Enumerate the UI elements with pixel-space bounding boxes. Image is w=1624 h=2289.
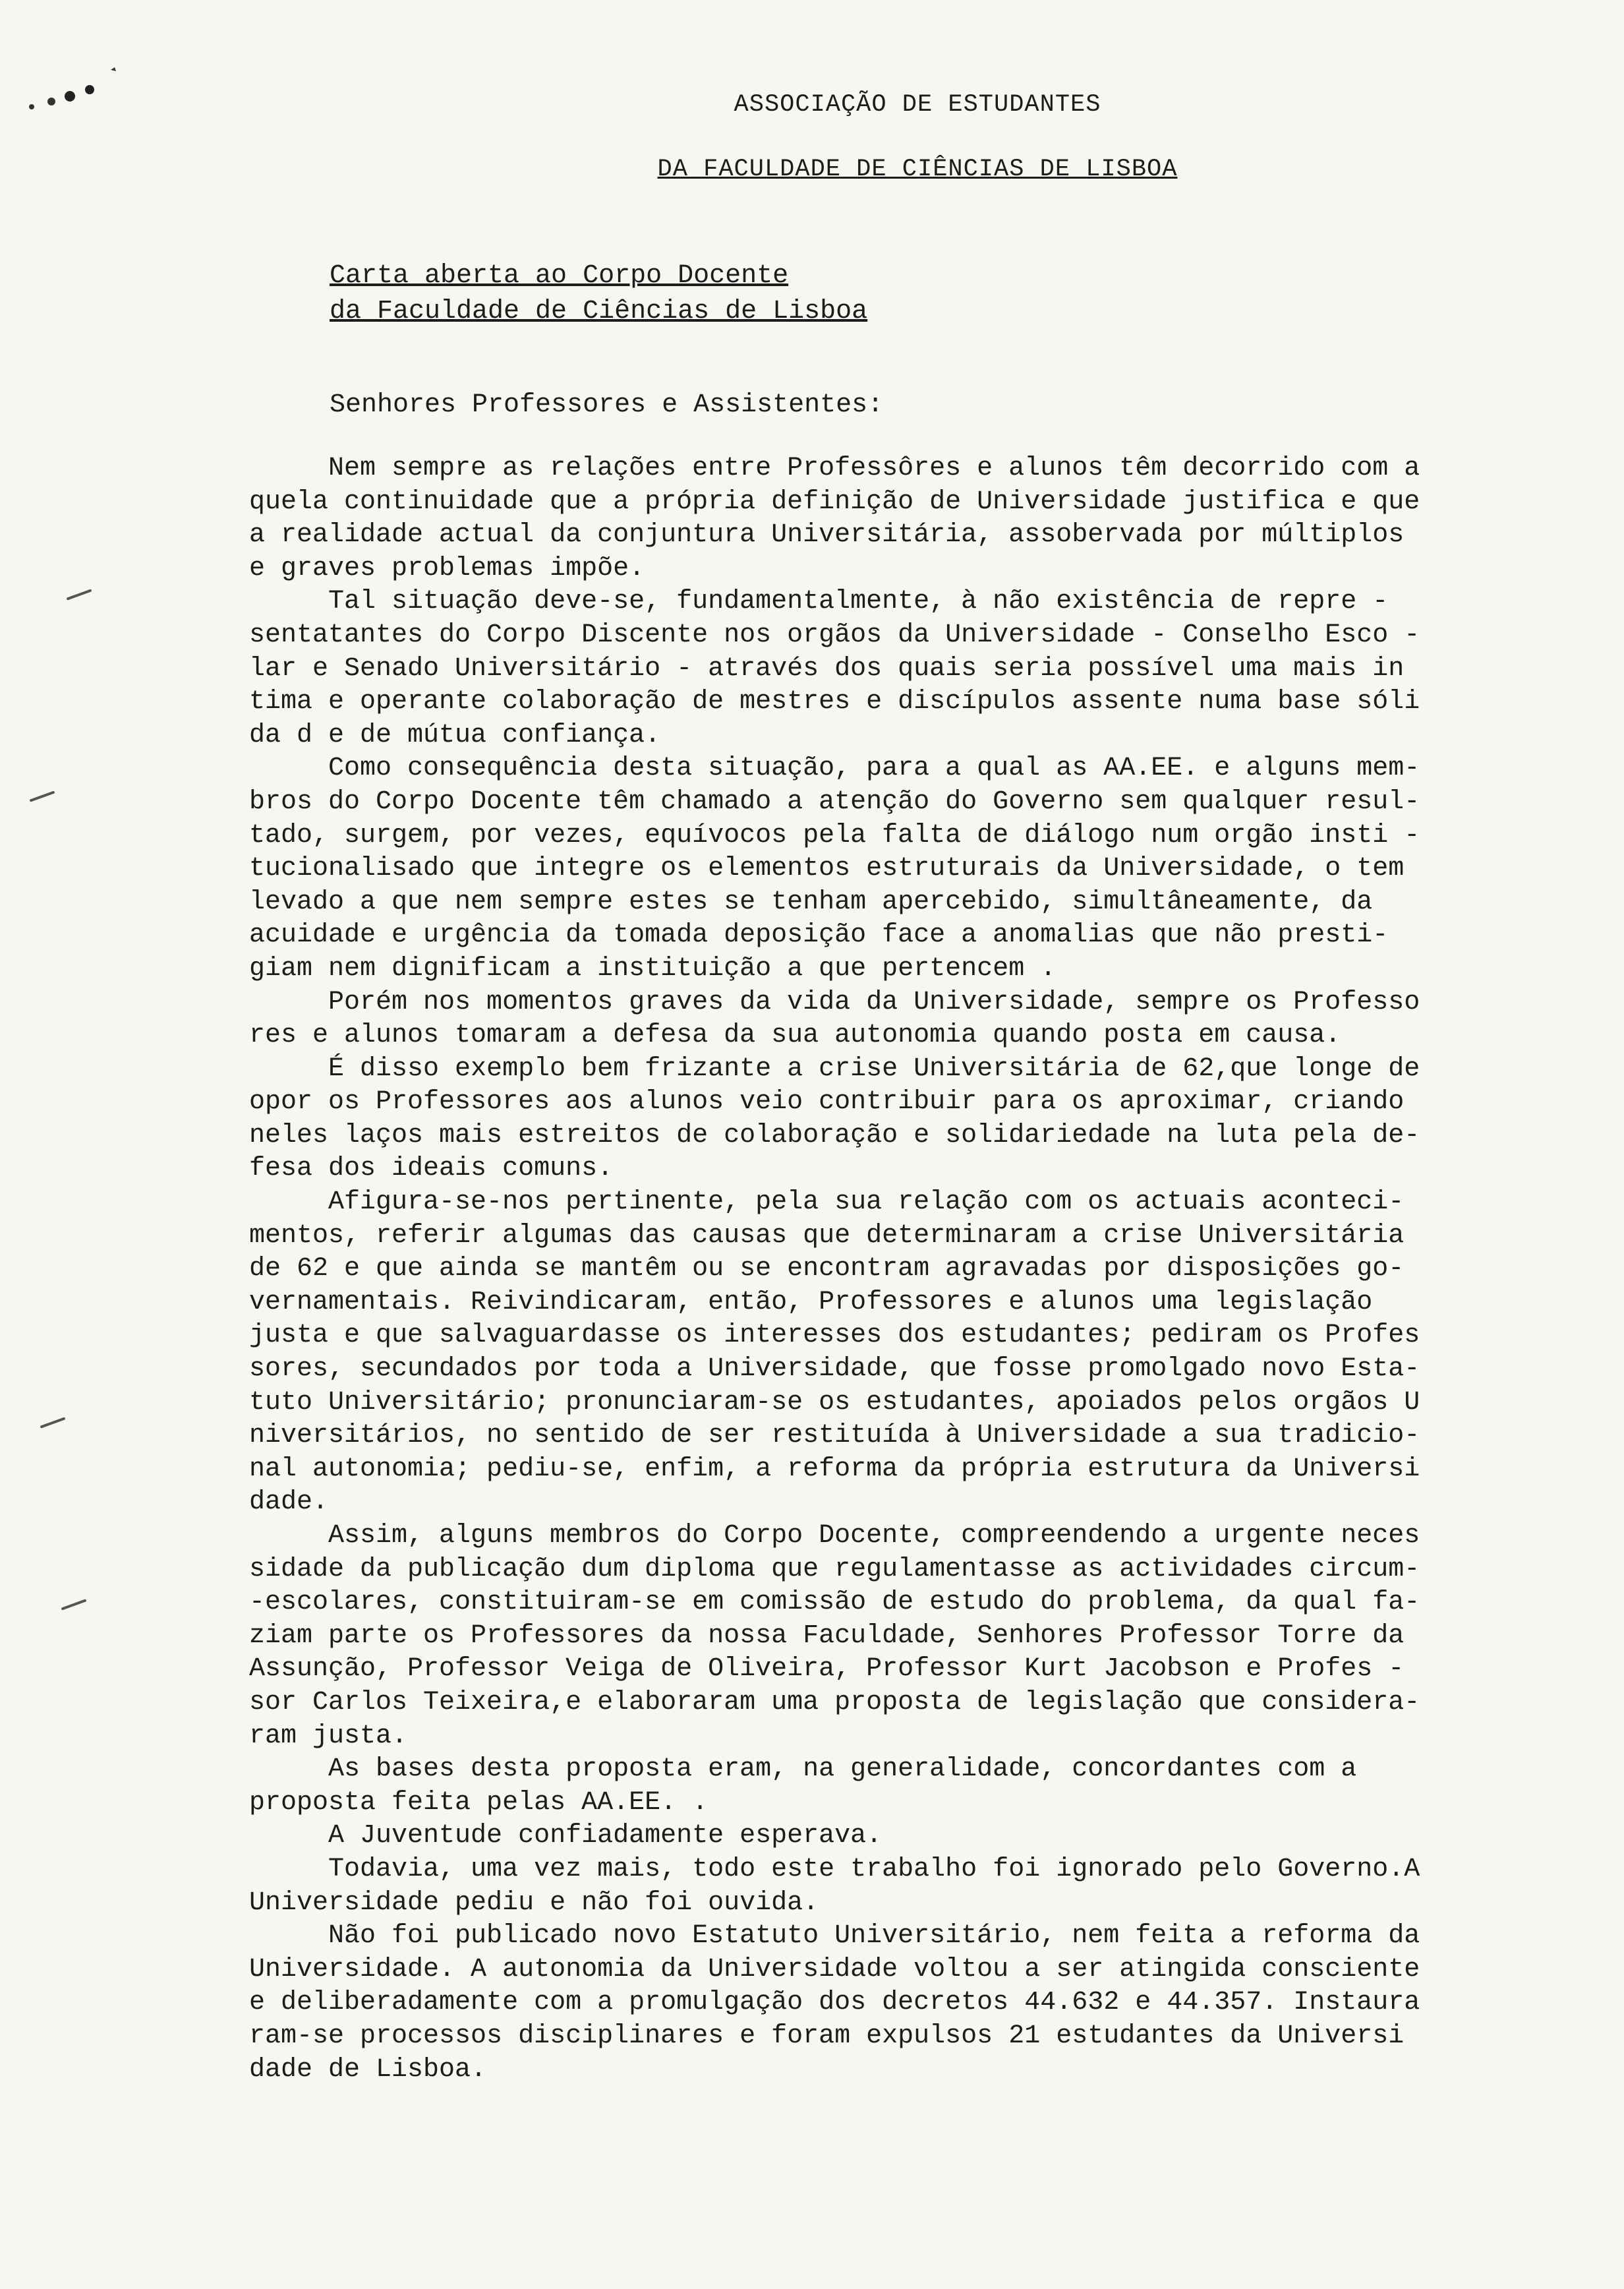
body-line: da d e de mútua confiança. — [249, 720, 661, 750]
header-faculty: DA FACULDADE DE CIÊNCIAS DE LISBOA — [657, 156, 1178, 183]
body-line: Porém nos momentos graves da vida da Universidade, sempre os Professo — [249, 987, 1420, 1017]
body-line: opor os Professores aos alunos veio contribuir para os aproximar, criando — [249, 1087, 1405, 1117]
margin-mark — [40, 1417, 66, 1428]
body-line: tucionalisado que integre os elementos estruturais da Universidade, o tem — [249, 854, 1405, 884]
body-line: Afigura-se-nos pertinente, pela sua relação com os actuais aconteci- — [249, 1187, 1405, 1218]
body-line: niversitários, no sentido de ser restituída à Universidade a sua tradicio- — [249, 1421, 1420, 1451]
body-line: sentatantes do Corpo Discente nos orgãos da Universidade - Conselho Esco - — [249, 620, 1420, 650]
body-line: vernamentais. Reivindicaram, então, Professores e alunos uma legislação — [249, 1287, 1373, 1317]
body-line: ram-se processos disciplinares e foram expulsos 21 estudantes da Universi — [249, 2021, 1405, 2051]
body-line: Nem sempre as relações entre Professôres e alunos têm decorrido com a — [249, 454, 1420, 483]
body-line: de 62 e que ainda se mantêm ou se encontram agravadas por disposições go- — [249, 1254, 1405, 1284]
ink-blot-mark — [12, 66, 117, 119]
body-line: ram justa. — [249, 1721, 408, 1751]
body-line: e deliberadamente com a promulgação dos decretos 44.632 e 44.357. Instaura — [249, 1988, 1420, 2018]
body-line: -escolares, constituiram-se em comissão de estudo do problema, da qual fa- — [249, 1588, 1420, 1618]
letter-title-line-1: Carta aberta ao Corpo Docente — [330, 261, 789, 291]
body-line: sor Carlos Teixeira,e elaboraram uma proposta de legislação que considera- — [249, 1687, 1420, 1717]
body-line: tima e operante colaboração de mestres e discípulos assente numa base sóli — [249, 687, 1420, 717]
header-association: ASSOCIAÇÃO DE ESTUDANTES — [734, 91, 1101, 119]
body-line: Como consequência desta situação, para a qual as AA.EE. e alguns mem- — [249, 754, 1420, 784]
body-line: sores, secundados por toda a Universidade, que fosse promolgado novo Esta- — [249, 1354, 1420, 1384]
body-line: levado a que nem sempre estes se tenham apercebido, simultâneamente, da — [249, 887, 1373, 917]
body-line: mentos, referir algumas das causas que determinaram a crise Universitária — [249, 1220, 1405, 1251]
body-line: tado, surgem, por vezes, equívocos pela falta de diálogo num orgão insti - — [249, 820, 1420, 850]
body-line: sidade da publicação dum diploma que regulamentasse as actividades circum- — [249, 1554, 1420, 1584]
body-line: quela continuidade que a própria definição de Universidade justifica e que — [249, 487, 1420, 517]
body-line: Universidade pediu e não foi ouvida. — [249, 1888, 819, 1918]
body-line: ziam parte os Professores da nossa Faculdade, Senhores Professor Torre da — [249, 1620, 1405, 1651]
body-line: dade. — [249, 1487, 329, 1518]
body-line: Tal situação deve-se, fundamentalmente, à não existência de repre - — [249, 587, 1389, 617]
body-line: acuidade e urgência da tomada deposição face a anomalias que não presti- — [249, 920, 1389, 951]
body-line: neles laços mais estreitos de colaboração e solidariedade na luta pela de- — [249, 1120, 1420, 1150]
body-line: proposta feita pelas AA.EE. . — [249, 1787, 709, 1818]
margin-mark — [30, 790, 55, 802]
body-line: Todavia, uma vez mais, todo este trabalho foi ignorado pelo Governo.A — [249, 1854, 1420, 1884]
letter-body — [249, 452, 1472, 2087]
body-line: giam nem dignificam a instituição a que pertencem . — [249, 953, 1057, 984]
body-line: Universidade. A autonomia da Universidade voltou a ser atingida consciente — [249, 1954, 1420, 1984]
body-line: tuto Universitário; pronunciaram-se os estudantes, apoiados pelos orgãos U — [249, 1387, 1420, 1417]
body-line: Assim, alguns membros do Corpo Docente, compreendendo a urgente neces — [249, 1521, 1420, 1551]
body-line: Assunção, Professor Veiga de Oliveira, Professor Kurt Jacobson e Profes - — [249, 1654, 1405, 1684]
salutation: Senhores Professores e Assistentes: — [330, 390, 884, 420]
body-line: Não foi publicado novo Estatuto Universitário, nem feita a reforma da — [249, 1921, 1420, 1951]
body-line: As bases desta proposta eram, na generalidade, concordantes com a — [249, 1754, 1357, 1785]
letter-title-line-2: da Faculdade de Ciências de Lisboa — [330, 297, 868, 326]
letter-title — [330, 258, 867, 330]
body-line: A Juventude confiadamente esperava. — [249, 1821, 883, 1851]
body-line: e graves problemas impõe. — [249, 553, 645, 583]
body-line: justa e que salvaguardasse os interesses dos estudantes; pediram os Profes — [249, 1321, 1420, 1351]
body-line: lar e Senado Universitário - através dos quais seria possível uma mais in — [249, 653, 1405, 684]
body-line: fesa dos ideais comuns. — [249, 1154, 614, 1184]
body-line: nal autonomia; pediu-se, enfim, a reforma da própria estrutura da Universi — [249, 1454, 1420, 1484]
body-line: res e alunos tomaram a defesa da sua autonomia quando posta em causa. — [249, 1021, 1341, 1051]
body-line: bros do Corpo Docente têm chamado a atenção do Governo sem qualquer resul- — [249, 787, 1420, 817]
margin-mark — [67, 589, 92, 600]
body-line: a realidade actual da conjuntura Universitária, assobervada por múltiplos — [249, 520, 1405, 550]
body-line: É disso exemplo bem frizante a crise Universitária de 62,que longe de — [249, 1054, 1420, 1084]
body-line: dade de Lisboa. — [249, 2054, 487, 2085]
margin-mark — [61, 1599, 87, 1610]
